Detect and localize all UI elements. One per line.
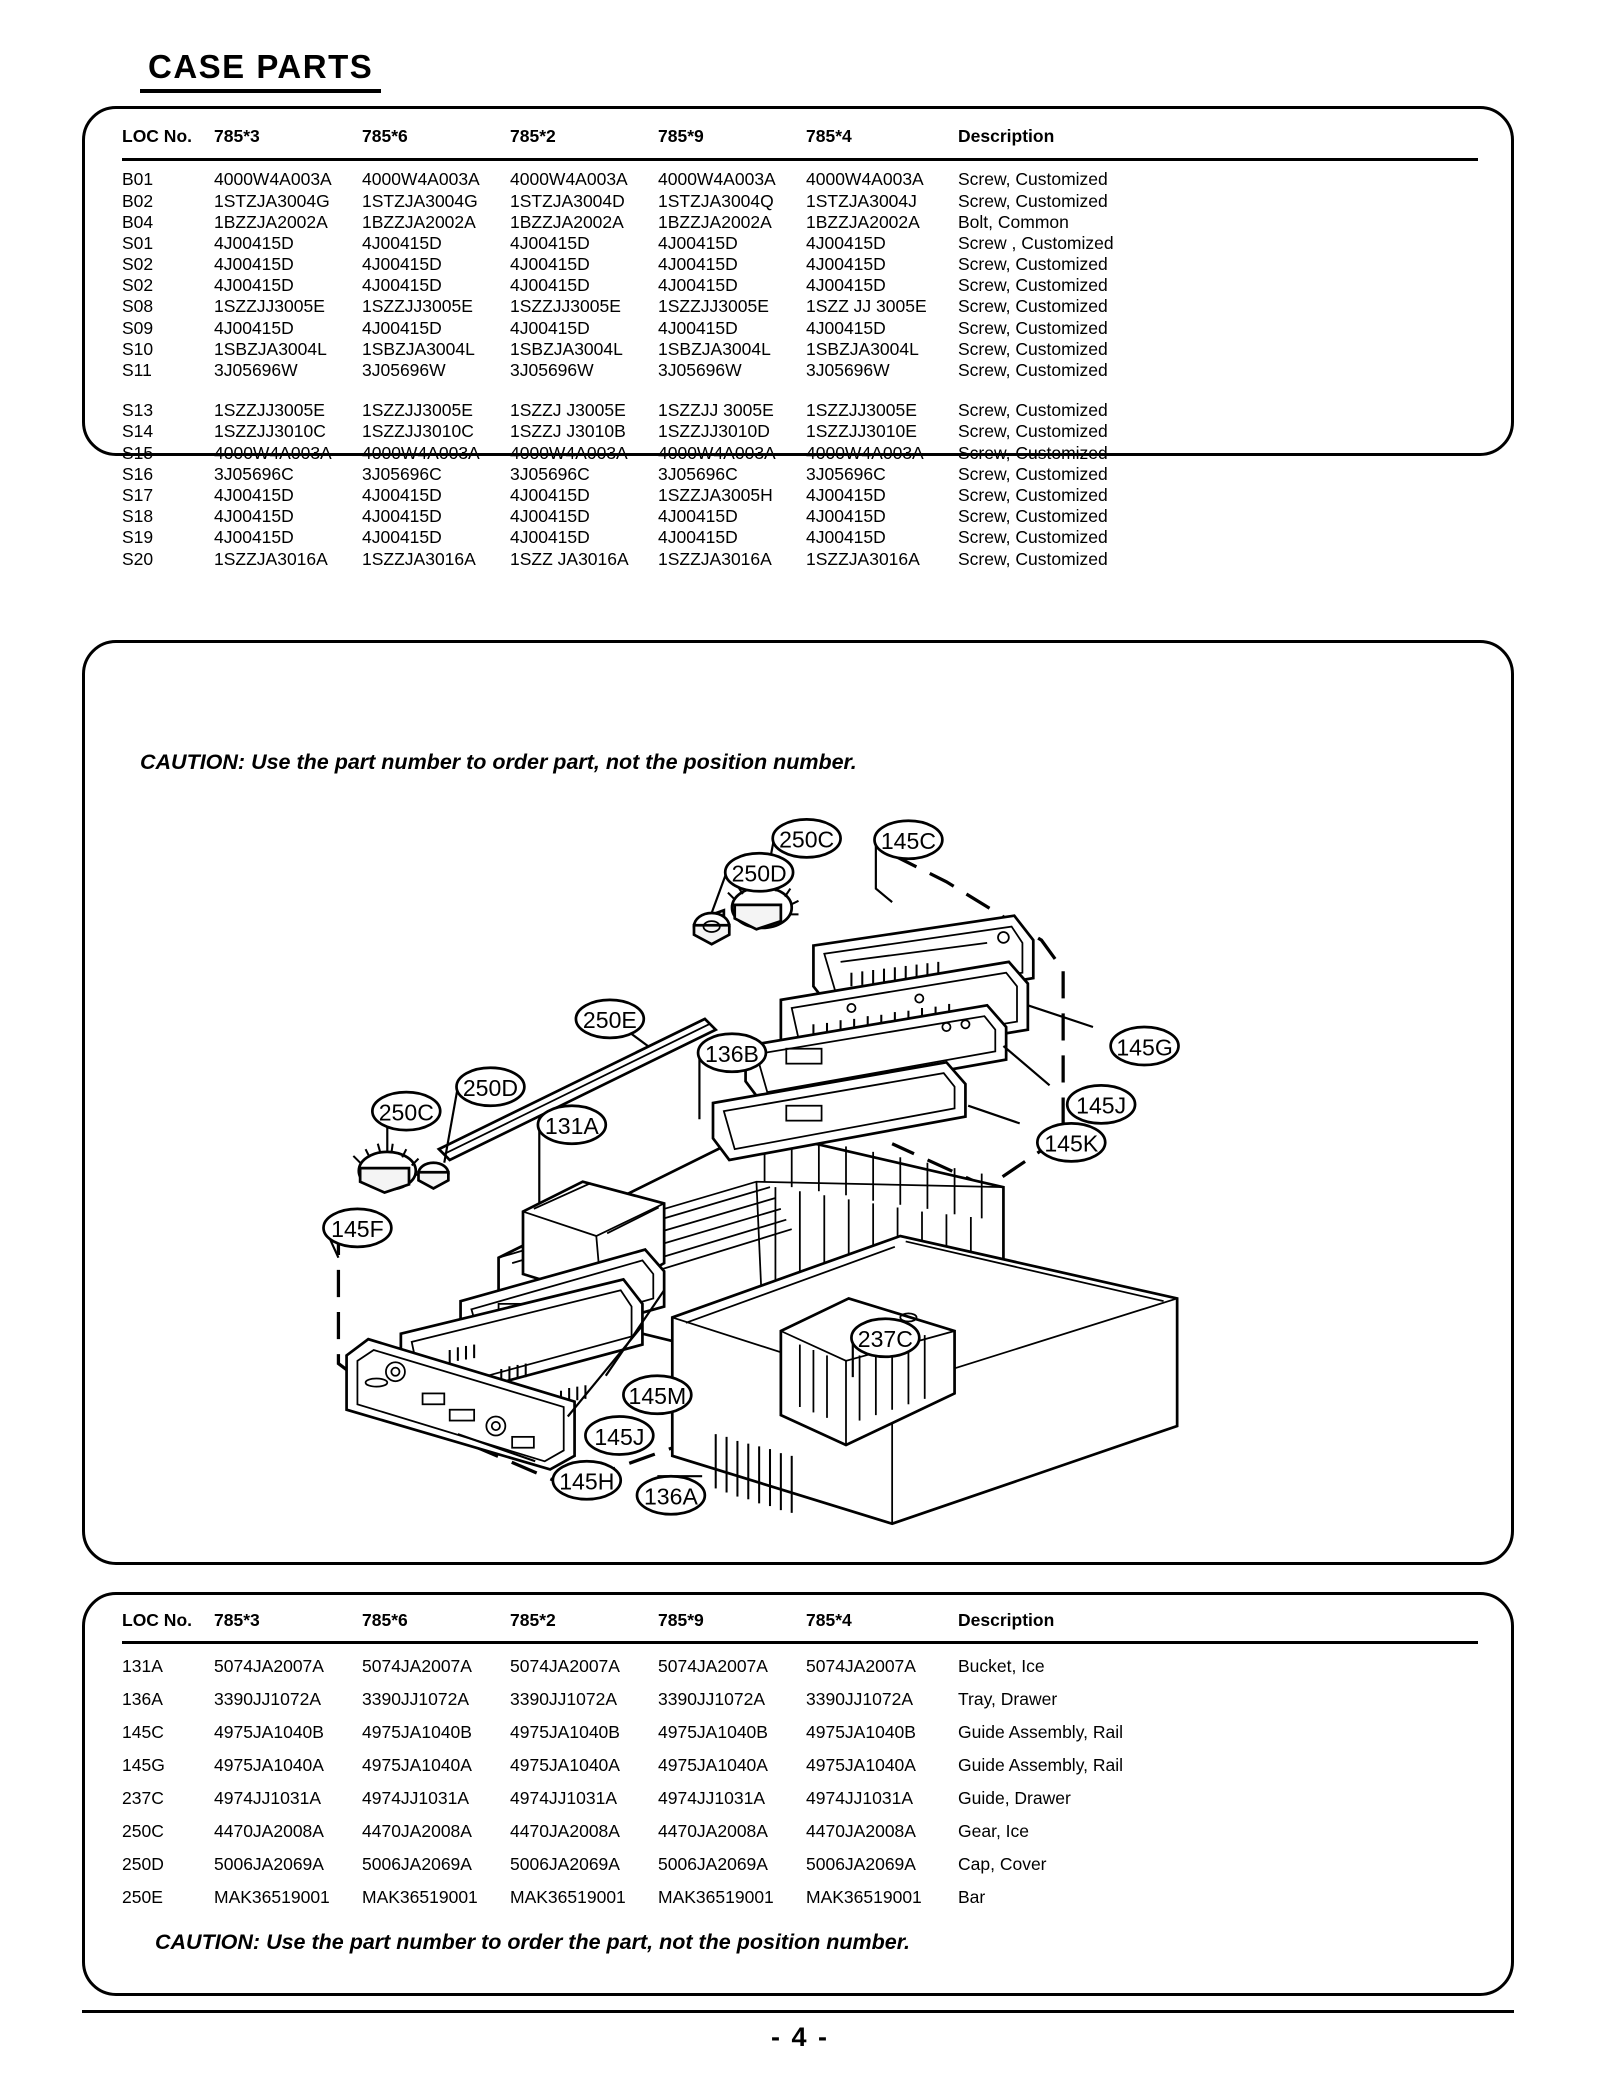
cell-part-number: 5074JA2007A <box>658 1656 768 1677</box>
cell-part-number: 3390JJ1072A <box>214 1689 322 1710</box>
cell-loc-no: 145C <box>122 1722 164 1743</box>
cell-part-number: 1BZZJA2002A <box>214 211 328 232</box>
cell-loc-no: S02 <box>122 275 154 296</box>
cell-part-number: 1SZZJA3016A <box>806 548 920 569</box>
callout-label: 145K <box>1044 1130 1099 1157</box>
cell-part-number: 4J00415D <box>510 275 590 296</box>
cell-part-number: 5006JA2069A <box>362 1854 472 1875</box>
cell-part-number: 4974JJ1031A <box>510 1788 618 1809</box>
cell-loc-no: 136A <box>122 1689 163 1710</box>
cell-loc-no: S02 <box>122 254 154 275</box>
cell-part-number: 4J00415D <box>658 254 738 275</box>
caution-note-top: CAUTION: Use the part number to order part, not the position number. <box>140 750 857 774</box>
cell-part-number: 5006JA2069A <box>510 1854 620 1875</box>
cell-part-number: 4J00415D <box>806 317 886 338</box>
cell-description: Screw, Customized <box>958 442 1108 463</box>
cell-part-number: 1SZZJJ3005E <box>214 296 325 317</box>
callout-250c <box>773 819 841 857</box>
callout-label: 145G <box>1116 1034 1173 1061</box>
cell-part-number: 1SZZJJ3010D <box>658 421 770 442</box>
footer-divider <box>82 2010 1514 2013</box>
cell-description: Bucket, Ice <box>958 1656 1045 1677</box>
cell-description: Screw, Customized <box>958 360 1108 381</box>
cell-description: Screw, Customized <box>958 463 1108 484</box>
column-header-785-2: 785*2 <box>510 1612 658 1642</box>
cell-description: Screw, Customized <box>958 317 1108 338</box>
cell-part-number: 5074JA2007A <box>214 1656 324 1677</box>
cell-loc-no: S13 <box>122 400 154 421</box>
cell-part-number: 4470JA2008A <box>658 1821 768 1842</box>
cell-part-number: 4000W4A003A <box>806 442 924 463</box>
cell-part-number: 1SZZJJ3005E <box>362 400 473 421</box>
cell-part-number: 1SZZJJ 3005E <box>658 400 774 421</box>
cell-description: Guide Assembly, Rail <box>958 1755 1124 1776</box>
table-row <box>122 360 1478 381</box>
table-row <box>122 400 1478 421</box>
cell-part-number: 4000W4A003A <box>362 442 480 463</box>
cell-part-number: MAK36519001 <box>362 1887 478 1908</box>
cell-part-number: 4J00415D <box>806 484 886 505</box>
cell-part-number: 4J00415D <box>510 527 590 548</box>
cell-part-number: 1SBZJA3004L <box>362 338 475 359</box>
callout-label: 136B <box>705 1041 759 1068</box>
callout-237c <box>851 1319 919 1357</box>
cell-part-number: 4J00415D <box>214 232 294 253</box>
cell-description: Screw, Customized <box>958 338 1108 359</box>
cell-description: Bolt, Common <box>958 211 1069 232</box>
table-row <box>122 1848 1478 1881</box>
cell-loc-no: S11 <box>122 360 152 381</box>
cell-part-number: 3J05696C <box>214 463 294 484</box>
cell-part-number: 4J00415D <box>510 484 590 505</box>
callout-label: 250D <box>731 860 787 887</box>
cell-part-number: 3J05696C <box>510 463 590 484</box>
callout-136a <box>637 1476 705 1514</box>
callout-145g <box>1111 1027 1179 1065</box>
table-row <box>122 254 1478 275</box>
callout-label: 250C <box>378 1099 434 1126</box>
freezer-exploded-diagram <box>280 780 1260 1540</box>
part-250c-gear-lower <box>353 1144 424 1193</box>
cell-part-number: 4470JA2008A <box>510 1821 620 1842</box>
cell-part-number: 4470JA2008A <box>362 1821 472 1842</box>
case-parts-heading: CASE PARTS <box>140 50 381 93</box>
cell-description: Screw, Customized <box>958 275 1108 296</box>
table-row <box>122 443 1478 464</box>
cell-part-number: 4974JJ1031A <box>806 1788 914 1809</box>
cell-description: Guide Assembly, Rail <box>958 1722 1124 1743</box>
cell-part-number: 4470JA2008A <box>214 1821 324 1842</box>
cell-part-number: 4J00415D <box>214 527 294 548</box>
cell-part-number: 4J00415D <box>362 527 442 548</box>
table-row <box>122 485 1478 506</box>
callout-145j <box>585 1417 653 1455</box>
cell-part-number: 5074JA2007A <box>806 1656 916 1677</box>
cell-part-number: 1SZZ JA3016A <box>510 548 629 569</box>
cell-loc-no: B01 <box>122 169 154 190</box>
cell-part-number: 4974JJ1031A <box>214 1788 322 1809</box>
cell-part-number: 1STZJA3004G <box>362 190 478 211</box>
column-header-loc: LOC No. <box>122 128 214 159</box>
cell-part-number: 4000W4A003A <box>362 169 480 190</box>
cell-loc-no: 250E <box>122 1887 163 1908</box>
freezer-parts-table <box>122 1612 1478 1914</box>
column-header-785-4: 785*4 <box>806 1612 958 1642</box>
cell-part-number: 1BZZJA2002A <box>362 211 476 232</box>
table-row <box>122 318 1478 339</box>
cell-description: Screw, Customized <box>958 421 1108 442</box>
cell-part-number: 4J00415D <box>214 254 294 275</box>
table-row <box>122 506 1478 527</box>
callout-250d <box>457 1068 525 1106</box>
cell-part-number: 4975JA1040B <box>806 1722 916 1743</box>
table-spacer-row <box>122 381 1478 400</box>
cell-part-number: 4J00415D <box>806 275 886 296</box>
cell-part-number: 4J00415D <box>362 506 442 527</box>
cell-part-number: 3J05696W <box>510 360 594 381</box>
table-row <box>122 528 1478 549</box>
part-250d-cap-upper <box>694 913 729 944</box>
part-250d-cap-lower <box>419 1163 449 1189</box>
cell-part-number: 4000W4A003A <box>510 169 628 190</box>
cell-part-number: 1SZZJJ3010C <box>362 421 474 442</box>
table-header-row <box>122 1612 1478 1642</box>
cell-loc-no: 250C <box>122 1821 164 1842</box>
cell-description: Screw, Customized <box>958 527 1108 548</box>
callout-131a <box>538 1106 606 1144</box>
cell-description: Gear, Ice <box>958 1821 1030 1842</box>
cell-description: Screw, Customized <box>958 190 1108 211</box>
cell-description: Screw, Customized <box>958 400 1108 421</box>
callout-label: 250C <box>779 826 835 853</box>
cell-part-number: 1STZJA3004J <box>806 190 917 211</box>
cell-part-number: 4J00415D <box>362 484 442 505</box>
cell-part-number: 4J00415D <box>362 317 442 338</box>
cell-loc-no: S19 <box>122 527 154 548</box>
cell-description: Tray, Drawer <box>958 1689 1058 1710</box>
cell-part-number: 1SZZJJ3010C <box>214 421 326 442</box>
cell-part-number: 4000W4A003A <box>510 442 628 463</box>
cell-part-number: 4J00415D <box>806 254 886 275</box>
cell-part-number: 5074JA2007A <box>510 1656 620 1677</box>
callout-label: 145H <box>559 1468 615 1495</box>
cell-part-number: 4975JA1040A <box>806 1755 916 1776</box>
cell-part-number: 1SZZJJ3005E <box>214 400 325 421</box>
cell-part-number: 4975JA1040A <box>362 1755 472 1776</box>
table-row <box>122 549 1478 570</box>
callout-label: 145F <box>331 1216 384 1243</box>
column-header-785-3: 785*3 <box>214 128 362 159</box>
cell-loc-no: 145G <box>122 1755 165 1776</box>
cell-part-number: 4J00415D <box>214 275 294 296</box>
cell-part-number: 4J00415D <box>658 506 738 527</box>
caution-note-bottom: CAUTION: Use the part number to order the part, not the position number. <box>155 1930 910 1954</box>
cell-part-number: 3J05696W <box>806 360 890 381</box>
cell-part-number: 1SZZJA3016A <box>362 548 476 569</box>
callout-label: 145J <box>1076 1092 1127 1119</box>
cell-part-number: 4J00415D <box>214 317 294 338</box>
cell-part-number: 4J00415D <box>362 232 442 253</box>
case-parts-table-body <box>122 159 1478 570</box>
table-row <box>122 1881 1478 1914</box>
cell-part-number: 3J05696C <box>658 463 738 484</box>
cell-part-number: 1STZJA3004Q <box>658 190 774 211</box>
cell-part-number: 4J00415D <box>214 484 294 505</box>
cell-part-number: 4J00415D <box>658 317 738 338</box>
cell-part-number: 1SZZJJ3005E <box>362 296 473 317</box>
column-header-785-6: 785*6 <box>362 128 510 159</box>
cell-loc-no: S08 <box>122 296 154 317</box>
table-row <box>122 297 1478 318</box>
page-number: - 4 - <box>770 2022 829 2052</box>
column-header-785-9: 785*9 <box>658 1612 806 1642</box>
cell-part-number: 1SZZ JJ 3005E <box>806 296 927 317</box>
cell-part-number: 4J00415D <box>806 527 886 548</box>
callout-label: 131A <box>544 1113 599 1140</box>
table-row <box>122 275 1478 296</box>
cell-description: Screw, Customized <box>958 506 1108 527</box>
cell-part-number: 4000W4A003A <box>658 169 776 190</box>
cell-part-number: 3390JJ1072A <box>806 1689 914 1710</box>
cell-part-number: 4J00415D <box>658 232 738 253</box>
cell-description: Screw, Customized <box>958 484 1108 505</box>
cell-description: Screw, Customized <box>958 548 1108 569</box>
cell-part-number: 4974JJ1031A <box>658 1788 766 1809</box>
cell-part-number: 4J00415D <box>658 527 738 548</box>
cell-loc-no: S09 <box>122 317 154 338</box>
callout-145h <box>553 1461 621 1499</box>
callout-label: 145J <box>594 1423 645 1450</box>
cell-description: Screw, Customized <box>958 296 1108 317</box>
cell-part-number: 4974JJ1031A <box>362 1788 470 1809</box>
cell-loc-no: B04 <box>122 211 154 232</box>
cell-part-number: 3390JJ1072A <box>362 1689 470 1710</box>
cell-part-number: 4J00415D <box>214 506 294 527</box>
cell-part-number: 1BZZJA2002A <box>510 211 624 232</box>
callout-145m <box>623 1376 691 1414</box>
cell-part-number: 4J00415D <box>510 254 590 275</box>
cell-part-number: 3390JJ1072A <box>658 1689 766 1710</box>
cell-loc-no: 250D <box>122 1854 164 1875</box>
cell-part-number: 4975JA1040B <box>214 1722 324 1743</box>
cell-part-number: 4J00415D <box>510 506 590 527</box>
callout-label: 250D <box>462 1075 518 1102</box>
cell-loc-no: S10 <box>122 338 154 359</box>
cell-part-number: 5006JA2069A <box>658 1854 768 1875</box>
cell-loc-no: S14 <box>122 421 154 442</box>
cell-part-number: 4975JA1040B <box>658 1722 768 1743</box>
case-parts-table <box>122 128 1478 570</box>
column-header-785-2: 785*2 <box>510 128 658 159</box>
table-row <box>122 339 1478 360</box>
cell-part-number: 1SZZJJ3005E <box>510 296 621 317</box>
cell-part-number: 4000W4A003A <box>806 169 924 190</box>
table-row <box>122 422 1478 443</box>
cell-part-number: 1SZZJA3016A <box>214 548 328 569</box>
column-header-785-3: 785*3 <box>214 1612 362 1642</box>
cell-part-number: MAK36519001 <box>806 1887 922 1908</box>
cell-part-number: MAK36519001 <box>658 1887 774 1908</box>
callout-250c <box>372 1092 440 1130</box>
table-row <box>122 1815 1478 1848</box>
cell-part-number: 1SZZJJ3005E <box>806 400 917 421</box>
cell-description: Cap, Cover <box>958 1854 1047 1875</box>
callout-label: 250E <box>582 1007 637 1034</box>
cell-part-number: 4975JA1040B <box>510 1722 620 1743</box>
column-header-loc: LOC No. <box>122 1612 214 1642</box>
cell-part-number: 4J00415D <box>510 317 590 338</box>
table-row <box>122 191 1478 212</box>
cell-description: Screw , Customized <box>958 232 1114 253</box>
cell-description: Screw, Customized <box>958 169 1108 190</box>
cell-loc-no: S15 <box>122 442 154 463</box>
cell-part-number: 3J05696W <box>214 360 298 381</box>
cell-description: Screw, Customized <box>958 254 1108 275</box>
cell-part-number: 4000W4A003A <box>214 442 332 463</box>
cell-loc-no: S17 <box>122 484 154 505</box>
cell-part-number: 1SZZJJ3005E <box>658 296 769 317</box>
cell-part-number: 1SBZJA3004L <box>214 338 327 359</box>
cell-loc-no: S20 <box>122 548 154 569</box>
cell-part-number: 1SZZJJ3010E <box>806 421 917 442</box>
callout-250d <box>725 853 793 891</box>
table-row <box>122 1749 1478 1782</box>
cell-part-number: 3J05696C <box>806 463 886 484</box>
cell-part-number: 1STZJA3004D <box>510 190 625 211</box>
cell-part-number: 1SBZJA3004L <box>510 338 623 359</box>
cell-part-number: MAK36519001 <box>214 1887 330 1908</box>
cell-part-number: 4975JA1040B <box>362 1722 472 1743</box>
column-header-785-4: 785*4 <box>806 128 958 159</box>
cell-loc-no: B02 <box>122 190 154 211</box>
table-row <box>122 1782 1478 1815</box>
cell-part-number: 1SZZJA3016A <box>658 548 772 569</box>
cell-part-number: 4J00415D <box>658 275 738 296</box>
column-header-description: Description <box>958 128 1478 159</box>
cell-part-number: 1BZZJA2002A <box>806 211 920 232</box>
cell-loc-no: 131A <box>122 1656 163 1677</box>
callout-136b <box>698 1034 766 1072</box>
cell-part-number: 4J00415D <box>362 275 442 296</box>
cell-loc-no: S01 <box>122 232 154 253</box>
cell-part-number: 4975JA1040A <box>214 1755 324 1776</box>
cell-part-number: 3390JJ1072A <box>510 1689 618 1710</box>
callout-145k <box>1037 1123 1105 1161</box>
cell-part-number: 1SBZJA3004L <box>806 338 919 359</box>
cell-part-number: 3J05696W <box>362 360 446 381</box>
callout-250e <box>576 1000 644 1038</box>
table-row <box>122 212 1478 233</box>
cell-description: Bar <box>958 1887 986 1908</box>
table-row <box>122 159 1478 191</box>
callout-145f <box>324 1209 392 1247</box>
cell-part-number: 5074JA2007A <box>362 1656 472 1677</box>
cell-loc-no: 237C <box>122 1788 164 1809</box>
cell-part-number: 4470JA2008A <box>806 1821 916 1842</box>
cell-part-number: 4975JA1040A <box>510 1755 620 1776</box>
cell-part-number: 1SBZJA3004L <box>658 338 771 359</box>
cell-part-number: 4J00415D <box>510 232 590 253</box>
callout-label: 136A <box>643 1483 698 1510</box>
cell-part-number: 1STZJA3004G <box>214 190 330 211</box>
callout-145j <box>1067 1085 1135 1123</box>
cell-part-number: 4000W4A003A <box>658 442 776 463</box>
cell-part-number: 5006JA2069A <box>806 1854 916 1875</box>
cell-part-number: 3J05696W <box>658 360 742 381</box>
cell-part-number: 1SZZJA3005H <box>658 484 773 505</box>
cell-part-number: 4J00415D <box>806 232 886 253</box>
cell-loc-no: S18 <box>122 506 154 527</box>
cell-part-number: 1SZZJ J3005E <box>510 400 626 421</box>
callout-label: 145C <box>880 828 936 855</box>
cell-part-number: 4J00415D <box>362 254 442 275</box>
cell-part-number: 1BZZJA2002A <box>658 211 772 232</box>
table-row <box>122 1642 1478 1683</box>
cell-part-number: 3J05696C <box>362 463 442 484</box>
table-row <box>122 233 1478 254</box>
cell-part-number: MAK36519001 <box>510 1887 626 1908</box>
table-row <box>122 1716 1478 1749</box>
cell-part-number: 4975JA1040A <box>658 1755 768 1776</box>
callout-145c <box>875 821 943 859</box>
column-header-785-6: 785*6 <box>362 1612 510 1642</box>
callout-label: 237C <box>857 1326 913 1353</box>
table-header-row <box>122 128 1478 159</box>
cell-part-number: 5006JA2069A <box>214 1854 324 1875</box>
table-row <box>122 464 1478 485</box>
column-header-785-9: 785*9 <box>658 128 806 159</box>
cell-loc-no: S16 <box>122 463 154 484</box>
callout-label: 145M <box>628 1383 687 1410</box>
cell-description: Guide, Drawer <box>958 1788 1071 1809</box>
column-header-description: Description <box>958 1612 1478 1642</box>
table-row <box>122 1683 1478 1716</box>
cell-part-number: 1SZZJ J3010B <box>510 421 626 442</box>
cell-part-number: 4J00415D <box>806 506 886 527</box>
cell-part-number: 4000W4A003A <box>214 169 332 190</box>
freezer-parts-table-body <box>122 1642 1478 1914</box>
